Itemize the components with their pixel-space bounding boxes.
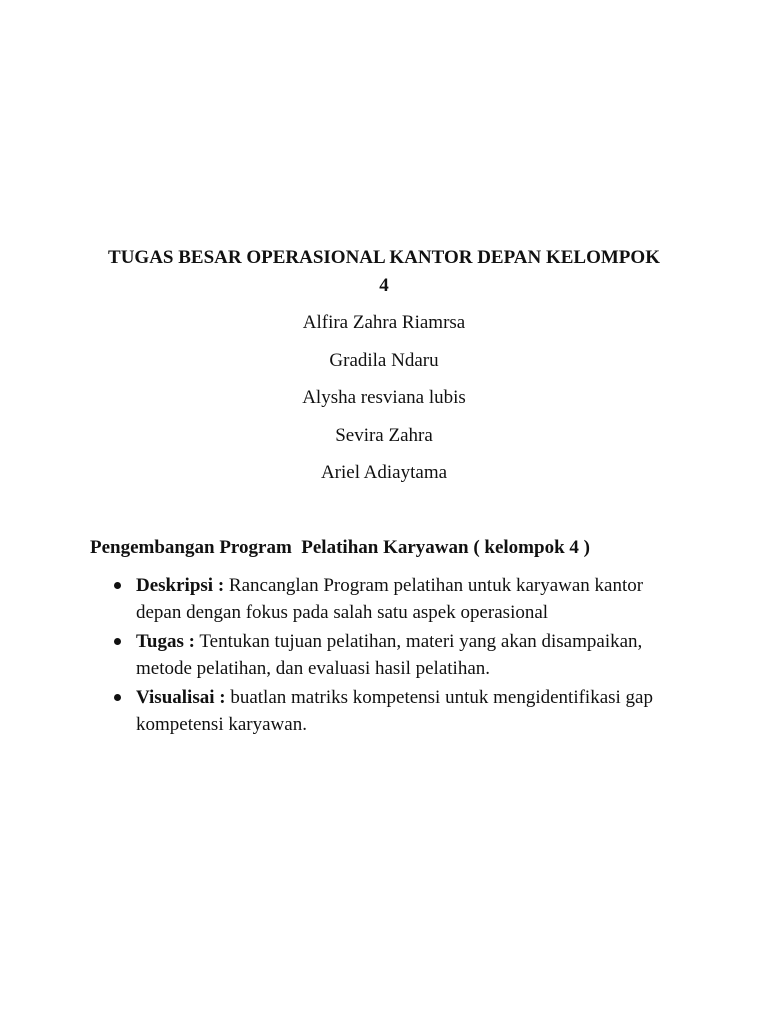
task-list: [112, 572, 692, 740]
item-label: Visualisai :: [136, 687, 226, 708]
member-name: Alfira Zahra Riamrsa: [302, 312, 466, 333]
member-name: Sevira Zahra: [335, 424, 433, 446]
member-name: Alysha resviana lubis: [302, 387, 466, 408]
list-item-deskripsi: [112, 572, 692, 626]
document-title: [84, 244, 684, 300]
section-heading: Pengembangan Program Pelatihan Karyawan ( kelompok 4 ): [90, 537, 590, 558]
member-name: Ariel Adiaytama: [320, 462, 448, 483]
bullet-icon: [114, 694, 121, 701]
item-label: Deskripsi :: [136, 575, 225, 596]
list-item-visualisai: [112, 684, 692, 738]
bullet-icon: [114, 638, 121, 645]
item-text: Rancanglan Program pelatihan untuk karyawan kantor depan dengan fokus pada salah satu aspek operasional: [136, 575, 644, 623]
member-name: Gradila Ndaru: [329, 349, 439, 371]
item-text: Tentukan tujuan pelatihan, materi yang akan disampaikan, metode pelatihan, dan evaluasi hasil pelatihan.: [136, 631, 643, 679]
title-line-1: TUGAS BESAR OPERASIONAL KANTOR DEPAN KELOMPOK: [108, 247, 660, 268]
bullet-icon: [114, 582, 121, 589]
item-text: buatlan matriks kompetensi untuk mengidentifikasi gap kompetensi karyawan.: [136, 687, 653, 735]
title-line-2: 4: [379, 275, 389, 296]
list-item-tugas: [112, 628, 692, 682]
member-list: [184, 310, 584, 498]
item-label: Tugas :: [136, 631, 195, 652]
